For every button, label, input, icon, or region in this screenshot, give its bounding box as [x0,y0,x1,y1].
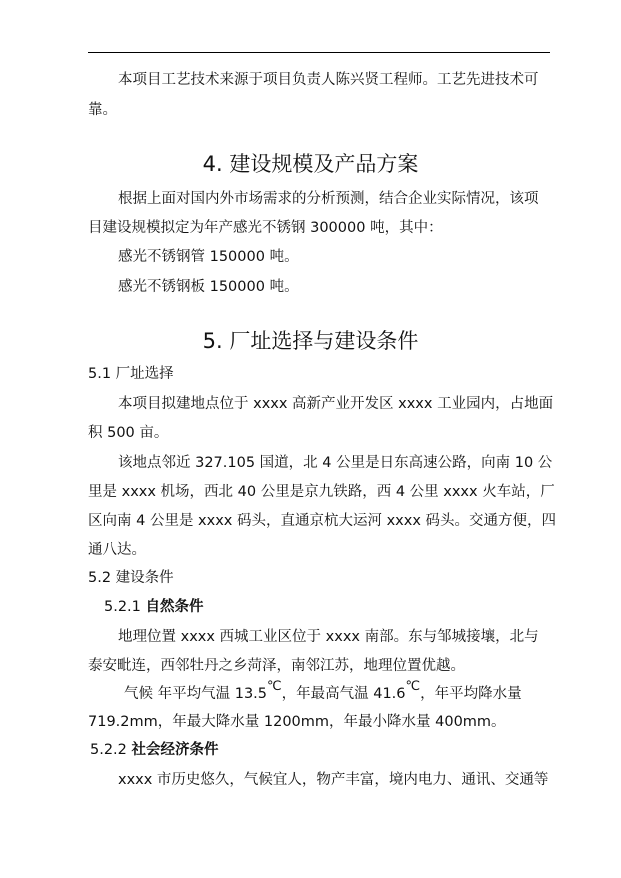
paragraph-tech-source-line1: 本项目工艺技术来源于项目负责人陈兴贤工程师。工艺先进技术可 [118,72,539,88]
geo-line1: 地理位置 xxxx 西城工业区位于 xxxx 南部。东与邹城接壤，北与 [118,629,539,645]
section-4-intro-line2: 目建设规模拟定为年产感光不锈钢 300000 吨，其中： [88,220,443,236]
geo-line2: 泰安毗连，西邻牡丹之乡菏泽，南邻江苏，地理位置优越。 [88,658,465,674]
subsection-5-1-title: 5.1 厂址选择 [88,366,174,382]
product-item-plate: 感光不锈钢板 150000 吨。 [118,279,299,295]
celsius-symbol-1: ℃ [267,679,282,694]
subsection-5-2-2-title [90,740,219,760]
subsection-5-2-2-name: 社会经济条件 [131,742,219,758]
site-paragraph2-line2: 里是 xxxx 机场，西北 40 公里是京九铁路，西 4 公里 xxxx 火车站，厂 [88,484,555,500]
subsection-5-2-2-number: 5.2.2 [90,742,127,758]
subsection-5-2-1-name: 自然条件 [145,599,204,615]
climate-line1 [124,679,522,705]
subsection-5-2-title: 5.2 建设条件 [88,570,174,586]
header-rule [88,52,550,53]
economy-line1: xxxx 市历史悠久，气候宜人，物产丰富，境内电力、通讯、交通等 [118,772,549,788]
paragraph-tech-source-line2: 靠。 [88,102,117,118]
product-item-tube: 感光不锈钢管 150000 吨。 [118,249,299,265]
climate-line2: 719.2mm，年最大降水量 1200mm，年最小降水量 400mm。 [88,714,506,730]
climate-part1: 气候 年平均气温 13.5 [124,686,268,702]
section-4-heading: 4. 建设规模及产品方案 [202,152,419,176]
subsection-5-2-1-title [104,597,204,617]
section-5-heading: 5. 厂址选择与建设条件 [202,329,419,353]
subsection-5-2-1-number: 5.2.1 [104,599,141,615]
site-paragraph2-line3: 区向南 4 公里是 xxxx 码头，直通京杭大运河 xxxx 码头。交通方便，四 [88,513,557,529]
site-paragraph2-line1: 该地点邻近 327.105 国道，北 4 公里是日东高速公路，向南 10 公 [118,455,553,471]
section-4-intro-line1: 根据上面对国内外市场需求的分析预测，结合企业实际情况，该项 [118,191,539,207]
climate-part3: ，年平均降水量 [420,686,522,702]
site-paragraph1-line1: 本项目拟建地点位于 xxxx 高新产业开发区 xxxx 工业园内，占地面 [118,396,554,412]
site-paragraph2-line4: 通八达。 [88,542,146,558]
climate-part2: ，年最高气温 41.6 [281,686,406,702]
celsius-symbol-2: ℃ [405,679,421,694]
site-paragraph1-line2: 积 500 亩。 [88,425,169,441]
